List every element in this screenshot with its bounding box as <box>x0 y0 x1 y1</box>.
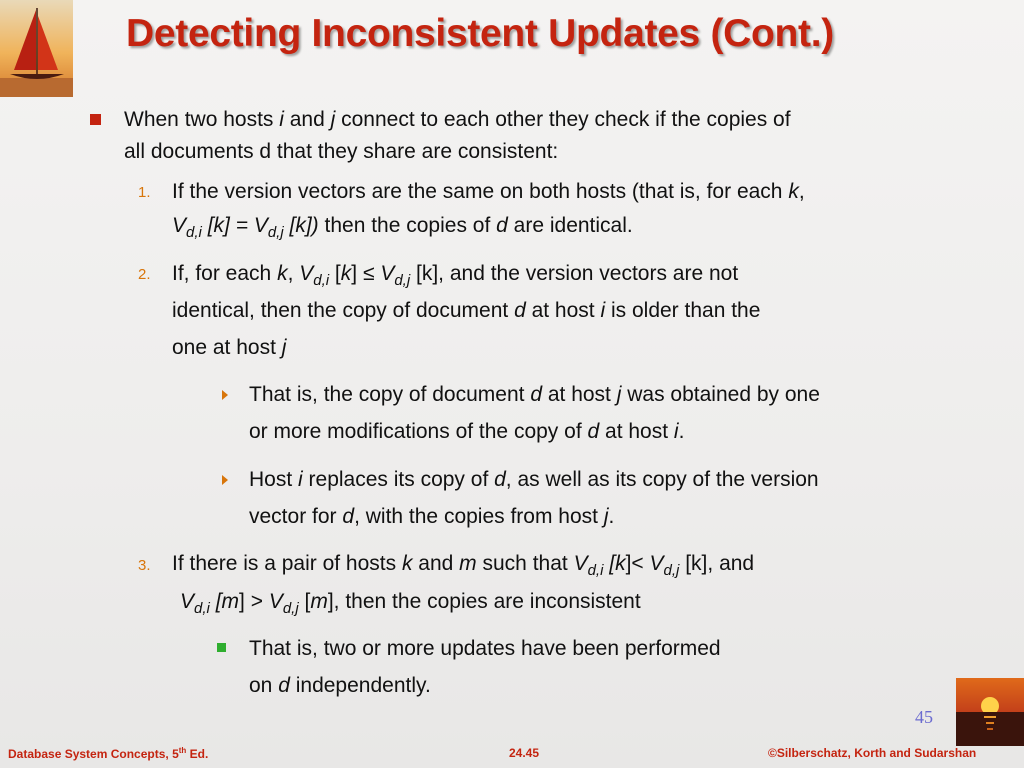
item-3-line-1: If there is a pair of hosts k and m such that $V_{d,i}$ $[k]< V_{d,j}$ [k], and <box>172 552 755 579</box>
item-1-number: 1. <box>138 184 151 201</box>
slide-number: 45 <box>915 707 933 727</box>
triangle-bullet-icon <box>222 390 228 400</box>
triangle-bullet-icon <box>222 475 228 485</box>
square-bullet-icon <box>217 643 226 652</box>
item-2-sub-1-line-1: That is, the copy of document d at host j was obtained by one <box>249 383 820 406</box>
item-2-number: 2. <box>138 266 151 283</box>
sailboat-logo-icon <box>0 0 73 97</box>
item-2-line-1: If, for each k, $V_{d,i}$ $[k] \le V_{d,j}$ [k], and the version vectors are not <box>172 262 739 289</box>
footer-right: ©Silberschatz, Korth and Sudarshan <box>768 746 977 760</box>
item-3-line-2: $V_{d,i}$ $[m] > V_{d,j}$ [m], then the copies are inconsistent <box>180 590 641 617</box>
square-bullet-icon <box>90 114 101 125</box>
item-3-sub-line-2: on d independently. <box>249 674 431 697</box>
slide-title: Detecting Inconsistent Updates (Cont.) <box>126 12 834 55</box>
item-2-sub-2-line-2: vector for d, with the copies from host j. <box>249 505 615 528</box>
item-2-line-3: one at host j <box>172 336 287 359</box>
item-3-number: 3. <box>138 557 151 574</box>
sunset-image-icon <box>956 678 1024 746</box>
intro-line-2: all documents d that they share are consistent: <box>124 140 559 163</box>
item-1-line-1: If the version vectors are the same on both hosts (that is, for each k, <box>172 180 805 203</box>
item-2-sub-2-line-1: Host i replaces its copy of d, as well as its copy of the version <box>249 468 819 491</box>
item-1-line-2: $V_{d,i}$ $[k] = V_{d,j}$ [k]) then the copies of d are identical. <box>172 214 633 241</box>
footer-center: 24.45 <box>509 746 540 760</box>
intro-line-1: When two hosts i and j connect to each other they check if the copies of <box>124 108 791 131</box>
item-2-line-2: identical, then the copy of document d at host i is older than the <box>172 299 761 322</box>
footer-left: Database System Concepts, 5th Ed. <box>8 746 209 761</box>
item-3-sub-line-1: That is, two or more updates have been performed <box>249 637 721 660</box>
item-2-sub-1-line-2: or more modifications of the copy of d at host i. <box>249 420 685 443</box>
